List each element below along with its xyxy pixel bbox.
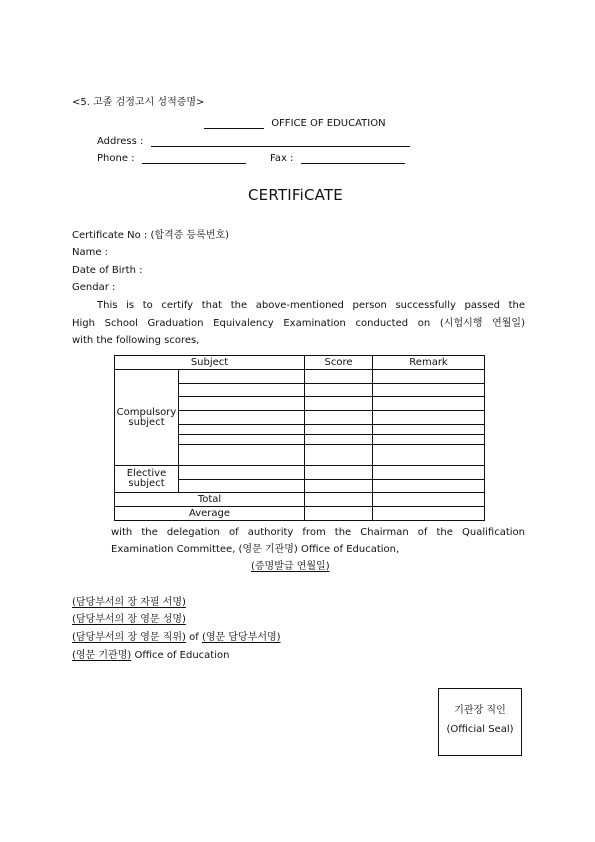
signature-office-line [72, 651, 229, 661]
elective-label-2: subject [128, 478, 165, 489]
elective-label-1: Elective [126, 468, 167, 479]
subject-cell [179, 384, 305, 397]
total-score-cell [305, 493, 373, 507]
name-field: Name : [72, 247, 109, 258]
phone-label: Phone : [97, 153, 135, 164]
form-reference: <5. 고졸 검정고시 성적증명> [72, 97, 205, 108]
subject-cell [179, 480, 305, 493]
compulsory-label-2: subject [128, 416, 165, 428]
score-cell [305, 480, 373, 493]
score-cell [305, 397, 373, 411]
compulsory-label-1: Compulsory [116, 406, 177, 418]
subject-cell [179, 370, 305, 384]
subject-cell [179, 445, 305, 466]
delegation-line-1: with the delegation of authority from the Chairman of the Qualification [111, 527, 525, 538]
subject-cell [179, 411, 305, 425]
subject-cell [179, 435, 305, 445]
subject-cell [179, 397, 305, 411]
subject-cell [179, 425, 305, 435]
signature-handwritten: (담당부서의 장 자필 서명) [72, 597, 186, 608]
remark-cell [373, 480, 485, 493]
table-row [115, 466, 485, 480]
header-subject: Subject [115, 356, 305, 370]
address-label: Address : [97, 136, 144, 147]
remark-cell [373, 425, 485, 435]
remark-cell [373, 411, 485, 425]
average-remark-cell [373, 507, 485, 521]
score-cell [305, 445, 373, 466]
subject-cell [179, 466, 305, 480]
score-cell [305, 466, 373, 480]
seal-label-english: (Official Seal) [446, 724, 514, 735]
score-cell [305, 411, 373, 425]
average-score-cell [305, 507, 373, 521]
remark-cell [373, 384, 485, 397]
total-label: Total [115, 493, 305, 507]
official-seal-box [438, 688, 522, 756]
gender-field: Gendar : [72, 282, 116, 293]
compulsory-subject-cell [115, 370, 179, 466]
body-line-1: This is to certify that the above-mentioned person successfully passed the [97, 300, 525, 311]
office-title: OFFICE OF EDUCATION [271, 118, 386, 129]
address-blank [151, 136, 410, 147]
remark-cell [373, 445, 485, 466]
remark-cell [373, 397, 485, 411]
signature-of: of [189, 632, 199, 643]
fax-line [270, 153, 405, 164]
remark-cell [373, 466, 485, 480]
office-name-blank [204, 118, 264, 129]
average-label: Average [115, 507, 305, 521]
signature-title-line [72, 633, 281, 643]
signature-office: Office of Education [134, 650, 230, 661]
signature-title: (담당부서의 장 영문 직위) [72, 632, 186, 643]
header-remark: Remark [373, 356, 485, 370]
score-cell [305, 384, 373, 397]
total-remark-cell [373, 493, 485, 507]
average-row [115, 507, 485, 521]
body-line-2: High School Graduation Equivalency Examination conducted on (시험시행 연월일) [72, 318, 525, 329]
seal-label-korean: 기관장 직인 [454, 705, 506, 716]
phone-blank [142, 153, 246, 164]
body-line-3: with the following scores, [72, 335, 200, 346]
dob-field: Date of Birth : [72, 265, 143, 276]
issue-date: (증명발급 연월일) [251, 561, 330, 572]
signature-agency: (영문 기관명) [72, 650, 132, 661]
certificate-no: Certificate No : (합격증 등록번호) [72, 230, 230, 241]
signature-name: (담당부서의 장 영문 성명) [72, 614, 186, 625]
total-row [115, 493, 485, 507]
phone-line [97, 153, 246, 164]
table-header-row [115, 356, 485, 370]
certificate-title: CERTIFiCATE [248, 186, 343, 204]
table-row [115, 370, 485, 384]
office-line [204, 118, 386, 129]
fax-blank [301, 153, 405, 164]
score-cell [305, 425, 373, 435]
score-cell [305, 370, 373, 384]
remark-cell [373, 435, 485, 445]
delegation-line-2: Examination Committee, (영문 기관명) Office of Education, [111, 544, 400, 555]
address-line [97, 136, 410, 147]
elective-subject-cell [115, 466, 179, 493]
score-cell [305, 435, 373, 445]
fax-label: Fax : [270, 153, 294, 164]
scores-table [114, 355, 485, 521]
signature-department: (영문 담당부서명) [201, 632, 281, 643]
header-score: Score [305, 356, 373, 370]
remark-cell [373, 370, 485, 384]
